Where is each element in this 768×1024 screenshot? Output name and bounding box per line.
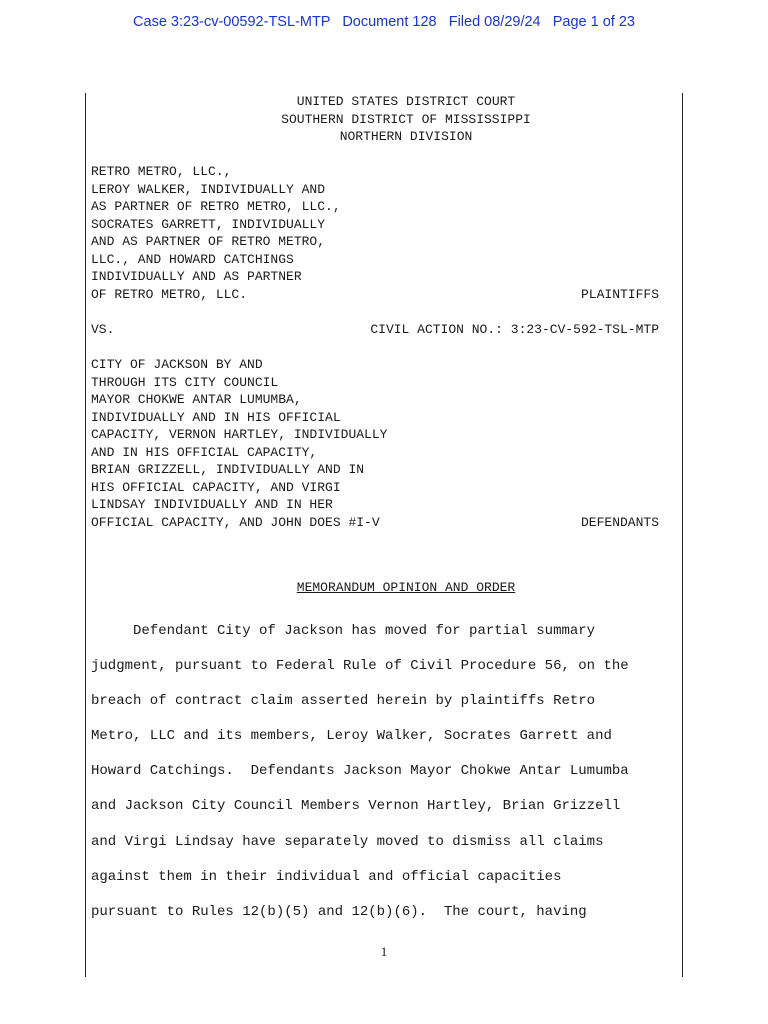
plaintiffs-label: PLAINTIFFS bbox=[580, 286, 659, 302]
filed-date: Filed 08/29/24 bbox=[448, 14, 541, 30]
document-title: MEMORANDUM OPINION AND ORDER bbox=[296, 580, 516, 595]
civil-action-number: CIVIL ACTION NO.: 3:23-CV-592-TSL-MTP bbox=[370, 321, 659, 337]
body-line: and Jackson City Council Members Vernon Hartley, Brian Grizzell bbox=[91, 798, 621, 815]
plaintiffs-block bbox=[91, 163, 671, 303]
defendant-line: LINDSAY INDIVIDUALLY AND IN HER bbox=[91, 497, 333, 512]
defendant-line: AND IN HIS OFFICIAL CAPACITY, bbox=[91, 444, 318, 460]
division-name: NORTHERN DIVISION bbox=[339, 129, 473, 144]
defendant-line-text: OFFICIAL CAPACITY, AND JOHN DOES #I-V bbox=[91, 514, 380, 530]
plaintiff-line: SOCRATES GARRETT, INDIVIDUALLY bbox=[91, 216, 326, 232]
plaintiff-line: INDIVIDUALLY AND AS PARTNER bbox=[91, 269, 302, 284]
defendant-line: BRIAN GRIZZELL, INDIVIDUALLY AND IN bbox=[91, 462, 365, 477]
opinion-text bbox=[91, 623, 681, 939]
district-name: SOUTHERN DISTRICT OF MISSISSIPPI bbox=[281, 111, 531, 127]
body-line: Defendant City of Jackson has moved for partial summary bbox=[91, 623, 596, 639]
page-number: 1 bbox=[380, 944, 388, 959]
plaintiff-line bbox=[91, 286, 671, 304]
defendants-label: DEFENDANTS bbox=[580, 514, 659, 530]
plaintiff-line: LEROY WALKER, INDIVIDUALLY AND bbox=[91, 181, 326, 197]
versus-line bbox=[91, 321, 671, 339]
body-line: judgment, pursuant to Federal Rule of Civil Procedure 56, on the bbox=[91, 658, 629, 675]
body-line: Howard Catchings. Defendants Jackson Mayor Chokwe Antar Lumumba bbox=[91, 763, 629, 780]
document-number: Document 128 bbox=[342, 14, 437, 30]
versus-block bbox=[91, 321, 671, 339]
defendant-line: CITY OF JACKSON BY AND bbox=[91, 357, 263, 372]
defendant-line: CAPACITY, VERNON HARTLEY, INDIVIDUALLY bbox=[91, 427, 388, 442]
body-line: Metro, LLC and its members, Leroy Walker, Socrates Garrett and bbox=[91, 728, 612, 745]
page-count: Page 1 of 23 bbox=[552, 14, 635, 30]
case-header bbox=[0, 14, 768, 30]
defendant-line: INDIVIDUALLY AND IN HIS OFFICIAL bbox=[91, 409, 341, 425]
right-margin-rule bbox=[682, 93, 683, 977]
body-line: breach of contract claim asserted herein by plaintiffs Retro bbox=[91, 693, 596, 710]
defendant-line bbox=[91, 514, 671, 532]
defendant-line: HIS OFFICIAL CAPACITY, AND VIRGI bbox=[91, 479, 341, 495]
plaintiff-line: AND AS PARTNER OF RETRO METRO, bbox=[91, 234, 326, 249]
body-line: against them in their individual and official capacities bbox=[91, 868, 562, 885]
left-margin-rule bbox=[85, 93, 86, 977]
defendant-line: THROUGH ITS CITY COUNCIL bbox=[91, 374, 279, 390]
versus-text: VS. bbox=[91, 321, 115, 337]
plaintiff-line: AS PARTNER OF RETRO METRO, LLC., bbox=[91, 199, 341, 214]
plaintiff-line: RETRO METRO, LLC., bbox=[91, 164, 232, 179]
case-number: Case 3:23-cv-00592-TSL-MTP bbox=[133, 14, 331, 30]
court-name: UNITED STATES DISTRICT COURT bbox=[296, 94, 516, 109]
defendant-line: MAYOR CHOKWE ANTAR LUMUMBA, bbox=[91, 392, 302, 407]
plaintiff-line: LLC., AND HOWARD CATCHINGS bbox=[91, 251, 294, 267]
defendants-block bbox=[91, 356, 671, 531]
plaintiff-line-text: OF RETRO METRO, LLC. bbox=[91, 286, 248, 302]
body-line: and Virgi Lindsay have separately moved to dismiss all claims bbox=[91, 833, 604, 850]
body-line: pursuant to Rules 12(b)(5) and 12(b)(6). The court, having bbox=[91, 903, 587, 920]
